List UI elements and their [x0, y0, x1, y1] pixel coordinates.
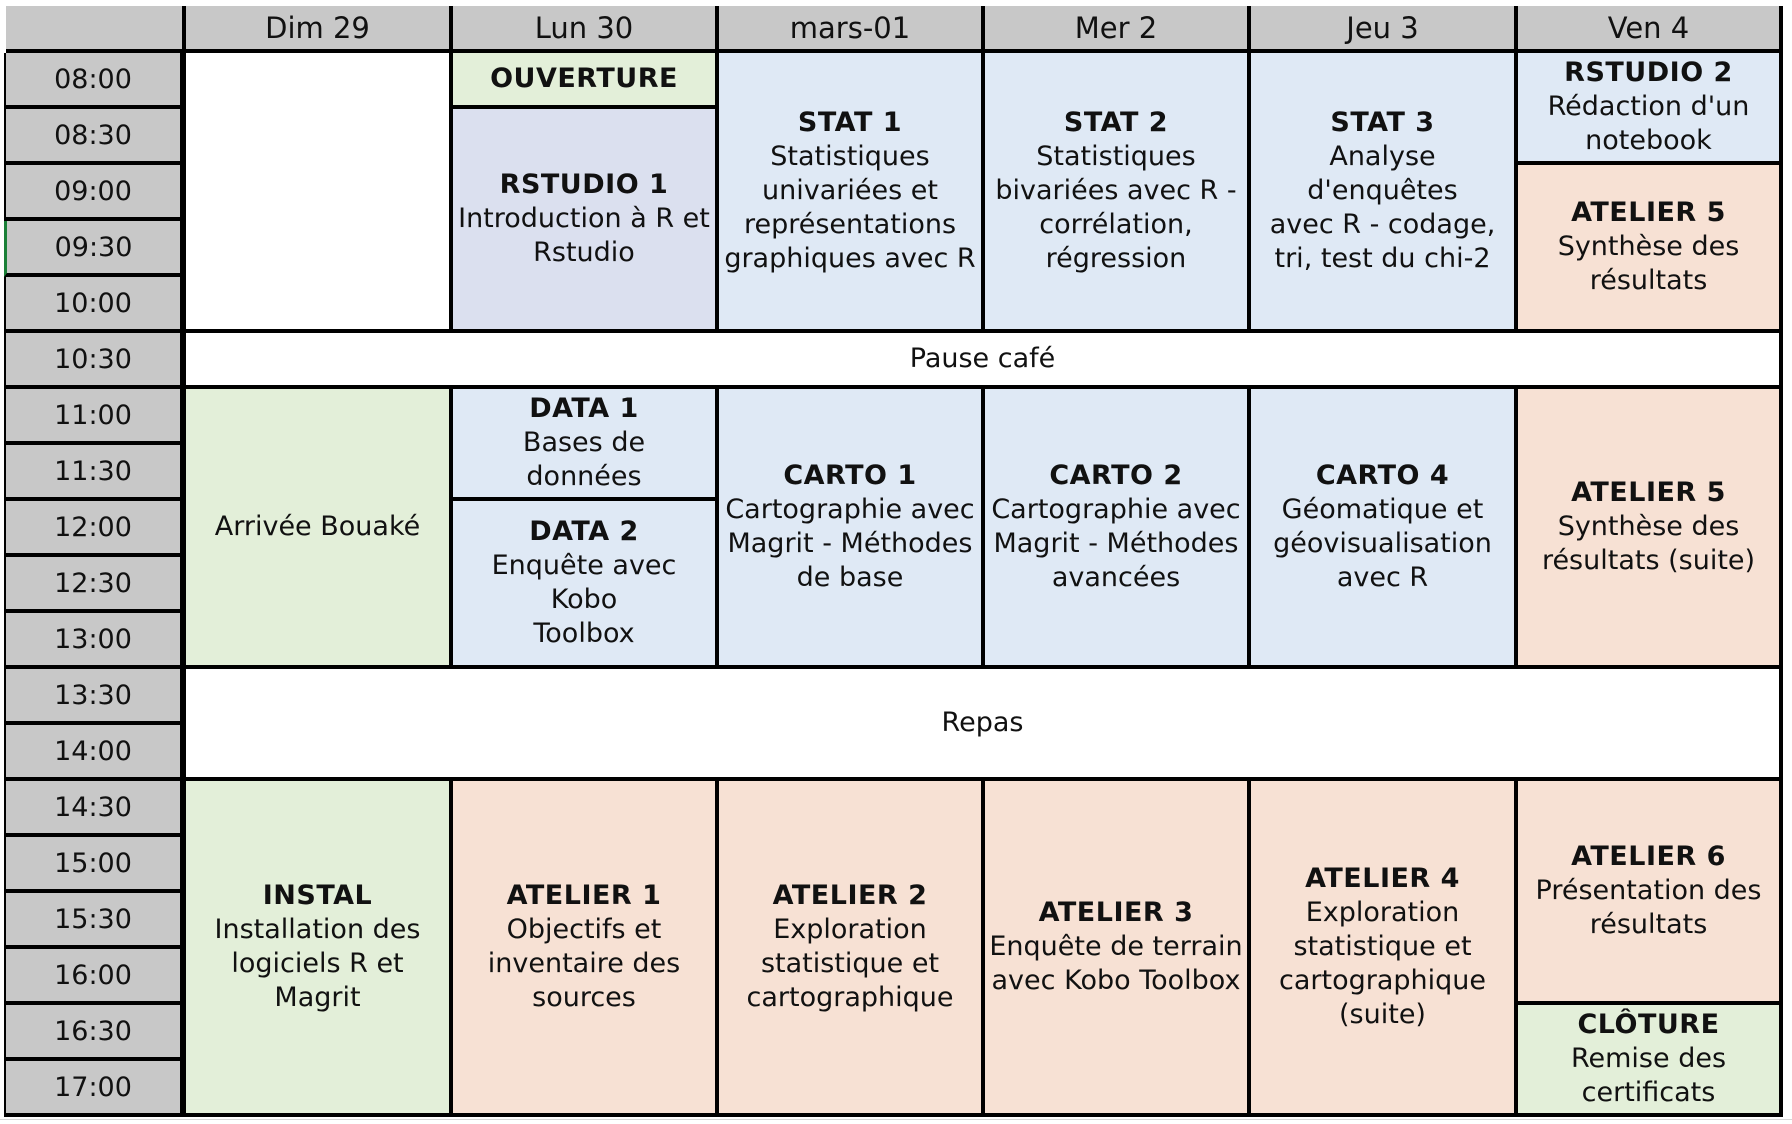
session-desc: Arrivée Bouaké: [214, 511, 421, 542]
session-carto1: [719, 389, 985, 669]
session-desc: Rédaction d'un notebook: [1547, 91, 1750, 156]
corner-cell: [6, 6, 186, 53]
time-label: 12:00: [4, 501, 186, 557]
session-title: ATELIER 3: [1038, 897, 1194, 928]
session-atelier5: [1518, 165, 1783, 333]
time-label: 08:30: [4, 109, 186, 165]
session-stat3: [1251, 53, 1518, 333]
session-data1: [453, 389, 719, 501]
time-label: 10:30: [4, 333, 186, 389]
time-label: 15:00: [4, 837, 186, 893]
session-dim-empty: [186, 53, 453, 333]
session-title: RSTUDIO 2: [1564, 57, 1733, 88]
session-title: DATA 1: [529, 393, 639, 424]
session-title: DATA 2: [529, 516, 639, 547]
session-title: ATELIER 5: [1571, 477, 1726, 508]
session-desc: Géomatique et géovisualisation avec R: [1273, 494, 1492, 593]
session-desc: Objectifs et inventaire des sources: [487, 914, 681, 1013]
day-header: Mer 2: [985, 6, 1251, 53]
session-atelier5-suite: [1518, 389, 1783, 669]
session-title: STAT 1: [797, 107, 903, 138]
time-label: 11:00: [4, 389, 186, 445]
session-title: ATELIER 6: [1571, 841, 1726, 872]
session-desc: Bases de données: [522, 427, 646, 492]
day-header: Lun 30: [453, 6, 719, 53]
time-label: 08:00: [4, 53, 186, 109]
session-data2: [453, 501, 719, 669]
time-label: 14:00: [4, 725, 186, 781]
session-instal: [186, 781, 453, 1117]
day-header: Ven 4: [1518, 6, 1783, 53]
session-atelier1: [453, 781, 719, 1117]
session-title: ATELIER 2: [772, 880, 928, 911]
session-carto2: [985, 389, 1251, 669]
session-ouverture: [453, 53, 719, 109]
session-arrivee: [186, 389, 453, 669]
session-title: OUVERTURE: [490, 63, 678, 94]
session-title: ATELIER 1: [506, 880, 662, 911]
break-pause-cafe: [186, 333, 1783, 389]
session-title: RSTUDIO 1: [499, 169, 669, 200]
session-rstudio2: [1518, 53, 1783, 165]
session-title: STAT 3: [1330, 107, 1435, 138]
session-atelier2: [719, 781, 985, 1117]
session-desc: Cartographie avec Magrit - Méthodes avancées: [991, 494, 1241, 593]
session-title: CARTO 1: [783, 460, 917, 491]
session-atelier4: [1251, 781, 1518, 1117]
time-label: 17:00: [4, 1061, 186, 1117]
time-label: 16:00: [4, 949, 186, 1005]
session-desc: Enquête avec Kobo Toolbox: [491, 550, 677, 649]
session-title: CARTO 2: [1049, 460, 1183, 491]
time-label: 09:00: [4, 165, 186, 221]
session-desc: Exploration statistique et cartographique (suite): [1279, 897, 1486, 1030]
time-label: 12:30: [4, 557, 186, 613]
time-label: 15:30: [4, 893, 186, 949]
session-desc: Introduction à R et Rstudio: [458, 203, 710, 268]
session-stat2: [985, 53, 1251, 333]
time-label: 11:30: [4, 445, 186, 501]
session-desc: Statistiques univariées et représentations graphiques avec R: [724, 141, 976, 274]
session-rstudio1: [453, 109, 719, 333]
break-repas: [186, 669, 1783, 781]
session-atelier3: [985, 781, 1251, 1117]
session-desc: Synthèse des résultats (suite): [1541, 511, 1756, 576]
session-desc: Présentation des résultats: [1535, 875, 1762, 940]
session-cloture: [1518, 1005, 1783, 1117]
session-desc: Exploration statistique et cartographique: [746, 914, 954, 1013]
time-label: 16:30: [4, 1005, 186, 1061]
session-stat1: [719, 53, 985, 333]
session-title: CLÔTURE: [1577, 1009, 1720, 1040]
break-label: Pause café: [909, 343, 1056, 374]
sheet-gridline: [0, 1119, 1792, 1120]
session-title: CARTO 4: [1315, 460, 1450, 491]
session-title: ATELIER 5: [1571, 197, 1726, 228]
session-atelier6: [1518, 781, 1783, 1005]
session-desc: Remise des certificats: [1570, 1043, 1727, 1108]
session-title: STAT 2: [1063, 107, 1169, 138]
session-desc: Installation des logiciels R et Magrit: [214, 914, 421, 1013]
session-desc: Enquête de terrain avec Kobo Toolbox: [989, 931, 1243, 996]
day-header: Jeu 3: [1251, 6, 1518, 53]
time-label: 13:30: [4, 669, 186, 725]
time-label: 14:30: [4, 781, 186, 837]
session-desc: Analyse d'enquêtes avec R - codage, tri, test du chi-2: [1269, 141, 1496, 274]
session-title: ATELIER 4: [1305, 863, 1460, 894]
time-label: 10:00: [4, 277, 186, 333]
session-carto4: [1251, 389, 1518, 669]
time-label: 13:00: [4, 613, 186, 669]
session-title: INSTAL: [262, 880, 373, 911]
break-label: Repas: [941, 707, 1024, 738]
grid-left-border: [182, 6, 186, 1117]
session-desc: Cartographie avec Magrit - Méthodes de base: [725, 494, 975, 593]
session-desc: Synthèse des résultats: [1557, 231, 1740, 296]
time-label: 09:30: [4, 221, 186, 277]
day-header: mars-01: [719, 6, 985, 53]
session-desc: Statistiques bivariées avec R - corrélation, régression: [995, 141, 1237, 274]
day-header: Dim 29: [186, 6, 453, 53]
